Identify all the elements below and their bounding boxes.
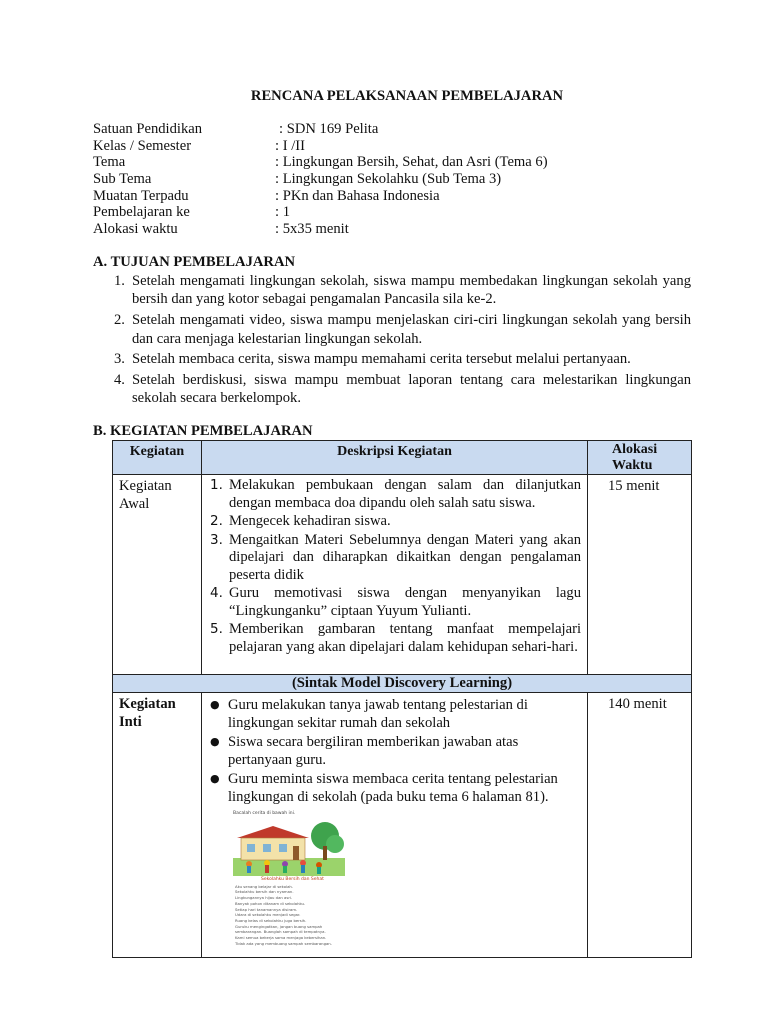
kegiatan-awal-label: Kegiatan Awal [113, 475, 202, 675]
list-item: 1. Melakukan pembukaan dengan salam dan dilanjutkan dengan membaca doa dipandu oleh salah satu siswa. [210, 477, 581, 511]
list-item [114, 272, 691, 309]
info-value: : Lingkungan Bersih, Sehat, dan Asri (Tema 6) [275, 154, 548, 171]
item-text: Memberikan gambaran tentang manfaat mempelajari pelajaran yang akan dipelajari dalam kehidupan sehari-hari. [229, 621, 581, 655]
table-row [113, 475, 692, 675]
item-number: 3. [114, 351, 125, 368]
story-text: Aku senang belajar di sekolah. Sekolahku bersih dan nyaman. Lingkungannya hijau dan asri. Banyak pohon ditanam di sekolahku. Setiap hari tanamannya disiram. Udara di sekolahku menjadi segar. Ruang kelas di sekolahku juga bersih. Guruku mengingatkan, jangan buang sampah sembarangan. Buanglah sampah di tempatnya. Kami semua bekerja sama menjaga kebersihan. Tidak ada yang membuang sampah sembarangan. [235, 883, 332, 946]
item-text: Siswa secara bergiliran memberikan jawaban atas pertanyaan guru. [228, 734, 519, 769]
item-text: Setelah berdiskusi, siswa mampu membuat laporan tentang cara melestarikan lingkungan sekolah secara berkelompok. [132, 371, 691, 407]
sintak-row: (Sintak Model Discovery Learning) [113, 675, 692, 693]
kegiatan-inti-label: Kegiatan Inti [113, 693, 202, 958]
item-text: Guru meminta siswa membaca cerita tentang pelestarian lingkungan di sekolah (pada buku tema 6 halaman 81). [228, 771, 558, 806]
story-title: Sekolahku Bersih dan Sehat [261, 876, 324, 882]
kegiatan-inti-desc [202, 693, 588, 958]
info-label: Kelas / Semester [93, 137, 192, 154]
header-deskripsi: Deskripsi Kegiatan [202, 441, 588, 475]
list-item: ● Guru meminta siswa membaca cerita tentang pelestarian lingkungan di sekolah (pada buku tema 6 halaman 81). [210, 771, 558, 806]
item-text: Setelah mengamati video, siswa mampu menjelaskan ciri-ciri lingkungan sekolah yang bersih dan cara menjaga kelestarian lingkungan sekolah. [132, 312, 691, 347]
item-number: 4. [114, 371, 125, 388]
item-text: Setelah mengamati lingkungan sekolah, siswa mampu membedakan lingkungan sekolah yang bersih dan yang kotor sebagai pengamalan Pancasila sila ke-2. [132, 273, 691, 308]
image-caption: Bacalah cerita di bawah ini. [233, 810, 296, 816]
list-item: ● Siswa secara bergiliran memberikan jawaban atas pertanyaan guru. [210, 734, 519, 769]
info-value: : SDN 169 Pelita [279, 121, 379, 137]
list-item: 5. Memberikan gambaran tentang manfaat mempelajari pelajaran yang akan dipelajari dalam kehidupan sehari-hari. [210, 621, 581, 655]
kegiatan-inti-alokasi: 140 menit [588, 693, 692, 958]
table-row [113, 675, 692, 693]
info-value: : 1 [275, 204, 290, 221]
page-title: RENCANA PELAKSANAAN PEMBELAJARAN [250, 88, 564, 104]
list-item [114, 350, 691, 368]
info-label: Pembelajaran ke [93, 204, 190, 221]
info-label: Muatan Terpadu [93, 187, 189, 204]
item-text: Mengecek kehadiran siswa. [229, 513, 391, 529]
section-b-heading: B. KEGIATAN PEMBELAJARAN [93, 423, 313, 439]
kegiatan-awal-desc [202, 475, 588, 675]
list-item: 3. Mengaitkan Materi Sebelumnya dengan Materi yang akan dipelajari dan diharapkan dikaitkan dengan pengalaman peserta didik [210, 531, 581, 583]
info-label: Sub Tema [93, 171, 152, 188]
info-value: : PKn dan Bahasa Indonesia [275, 187, 440, 204]
item-text: Setelah membaca cerita, siswa mampu memahami cerita tersebut melalui pertanyaan. [132, 351, 631, 368]
info-value: : I /II [275, 137, 305, 154]
list-item: 2. Mengecek kehadiran siswa. [210, 513, 391, 529]
list-item: ● Guru melakukan tanya jawab tentang pelestarian di lingkungan sekitar rumah dan sekolah [210, 697, 528, 732]
item-text: Guru melakukan tanya jawab tentang pelestarian di lingkungan sekitar rumah dan sekolah [228, 697, 528, 732]
item-text: Mengaitkan Materi Sebelumnya dengan Materi yang akan dipelajari dan diharapkan dikaitkan dengan pengalaman peserta didik [229, 531, 581, 583]
textbook-excerpt-image [229, 811, 349, 957]
school-illustration [233, 820, 345, 876]
item-text: Guru memotivasi siswa dengan menyanyikan lagu “Lingkunganku” ciptaan Yuyum Yulianti. [229, 585, 581, 619]
header-kegiatan: Kegiatan [113, 441, 202, 475]
info-label: Tema [93, 154, 126, 171]
table-row [113, 693, 692, 958]
info-label: Alokasi waktu [93, 221, 178, 238]
item-number: 2. [114, 312, 125, 329]
activities-table [112, 440, 692, 958]
item-number: 1. [114, 273, 125, 289]
header-alokasi: Alokasi Waktu [588, 441, 692, 475]
list-item [114, 311, 691, 348]
section-a-heading: A. TUJUAN PEMBELAJARAN [93, 254, 296, 270]
info-label: Satuan Pendidikan [93, 121, 203, 137]
list-item: 4. Guru memotivasi siswa dengan menyanyikan lagu “Lingkunganku” ciptaan Yuyum Yulianti. [210, 585, 581, 619]
info-value: : Lingkungan Sekolahku (Sub Tema 3) [275, 171, 502, 188]
list-item [114, 371, 691, 408]
kegiatan-awal-alokasi: 15 menit [588, 475, 692, 675]
objectives-list [114, 272, 691, 410]
info-value: : 5x35 menit [275, 221, 349, 238]
item-text: Melakukan pembukaan dengan salam dan dilanjutkan dengan membaca doa dipandu oleh salah satu siswa. [229, 477, 581, 511]
